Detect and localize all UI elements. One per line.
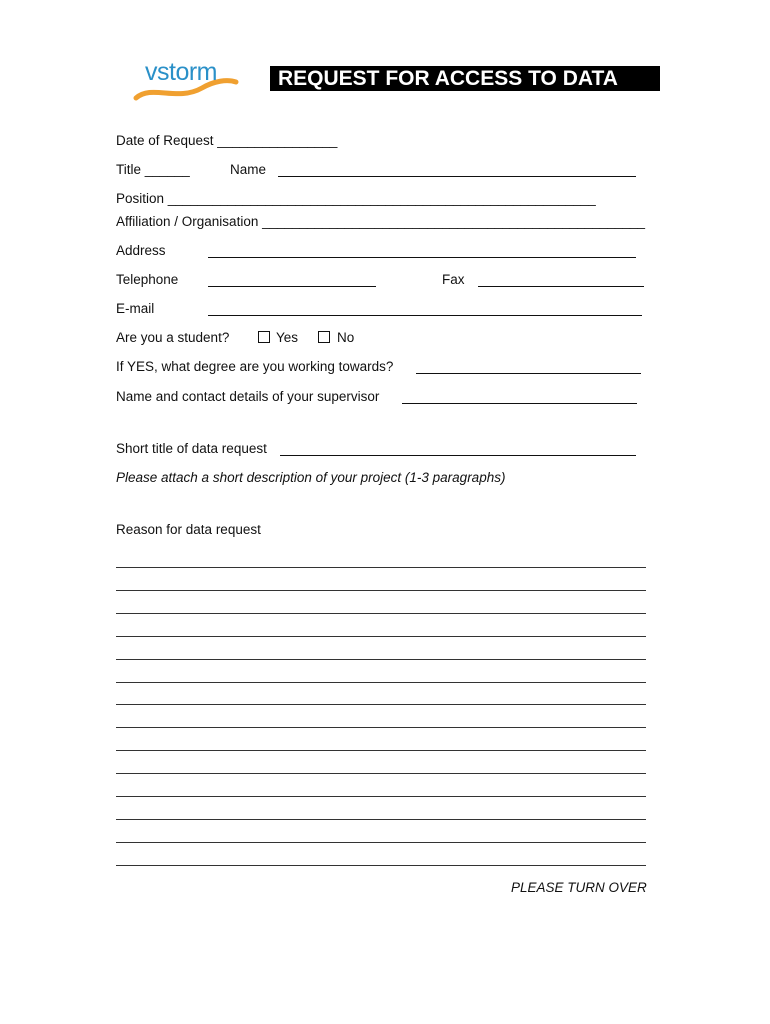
supervisor-input-line[interactable] bbox=[402, 403, 637, 404]
reason-line[interactable] bbox=[116, 773, 646, 774]
attach-note: Please attach a short description of your project (1-3 paragraphs) bbox=[116, 470, 506, 485]
please-turn-over: PLEASE TURN OVER bbox=[511, 880, 647, 895]
email-input-line[interactable] bbox=[208, 315, 642, 316]
degree-question: If YES, what degree are you working towards? bbox=[116, 359, 394, 374]
page-title: REQUEST FOR ACCESS TO DATA bbox=[270, 66, 660, 91]
fax-label: Fax bbox=[442, 272, 465, 287]
reason-line[interactable] bbox=[116, 750, 646, 751]
reason-label: Reason for data request bbox=[116, 522, 261, 537]
short-title-input-line[interactable] bbox=[280, 455, 636, 456]
degree-input-line[interactable] bbox=[416, 373, 641, 374]
title-field[interactable]: Title ______ bbox=[116, 162, 190, 177]
reason-line[interactable] bbox=[116, 590, 646, 591]
logo-text: vstorm bbox=[145, 58, 217, 86]
vstorm-logo bbox=[132, 58, 242, 106]
reason-line[interactable] bbox=[116, 819, 646, 820]
yes-checkbox[interactable] bbox=[258, 331, 270, 343]
telephone-input-line[interactable] bbox=[208, 286, 376, 287]
no-checkbox[interactable] bbox=[318, 331, 330, 343]
supervisor-label: Name and contact details of your supervisor bbox=[116, 389, 380, 404]
position-field[interactable]: Position _________________________________________________________ bbox=[116, 191, 596, 206]
reason-line[interactable] bbox=[116, 613, 646, 614]
affiliation-field[interactable]: Affiliation / Organisation ___________________________________________________ bbox=[116, 214, 645, 229]
address-input-line[interactable] bbox=[208, 257, 636, 258]
email-label: E-mail bbox=[116, 301, 155, 316]
short-title-label: Short title of data request bbox=[116, 441, 267, 456]
reason-line[interactable] bbox=[116, 567, 646, 568]
reason-line[interactable] bbox=[116, 865, 646, 866]
telephone-label: Telephone bbox=[116, 272, 179, 287]
name-label: Name bbox=[230, 162, 267, 177]
date-of-request-field[interactable]: Date of Request ________________ bbox=[116, 133, 338, 148]
reason-line[interactable] bbox=[116, 704, 646, 705]
student-question: Are you a student? bbox=[116, 330, 230, 345]
name-input-line[interactable] bbox=[278, 176, 636, 177]
reason-line[interactable] bbox=[116, 796, 646, 797]
no-label: No bbox=[337, 330, 355, 345]
address-label: Address bbox=[116, 243, 166, 258]
reason-line[interactable] bbox=[116, 659, 646, 660]
reason-line[interactable] bbox=[116, 727, 646, 728]
reason-line[interactable] bbox=[116, 636, 646, 637]
reason-line[interactable] bbox=[116, 682, 646, 683]
reason-line[interactable] bbox=[116, 842, 646, 843]
yes-label: Yes bbox=[276, 330, 299, 345]
fax-input-line[interactable] bbox=[478, 286, 644, 287]
